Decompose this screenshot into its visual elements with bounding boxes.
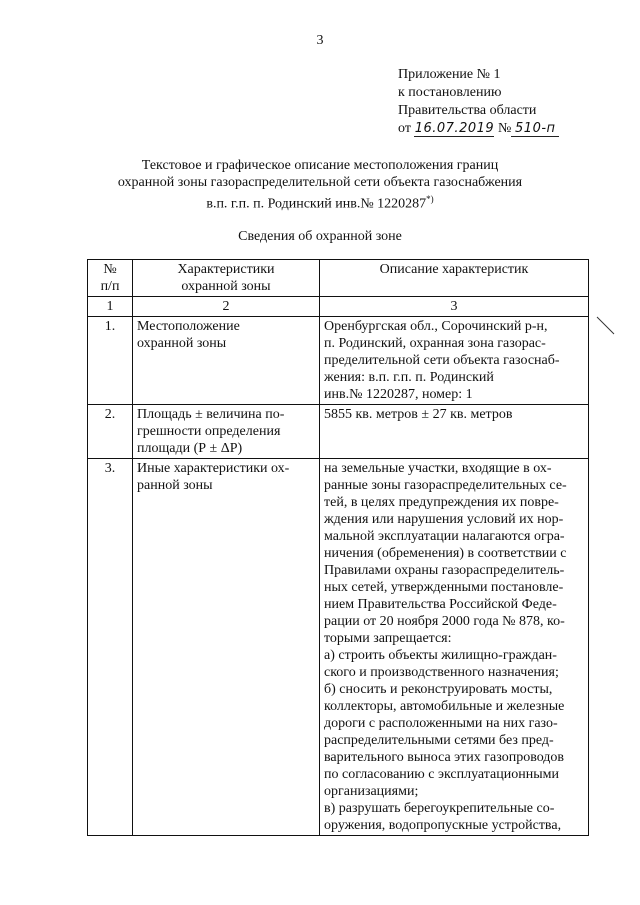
- title-line-3: в.п. г.п. п. Родинский инв.№ 1220287*): [206, 194, 434, 212]
- appendix-line-2: к постановлению: [398, 85, 502, 100]
- table-row: [88, 459, 589, 836]
- handwritten-date: 16.07.2019: [414, 121, 495, 136]
- numbering-cell: 1: [88, 297, 133, 317]
- numbering-cell: 3: [320, 297, 589, 317]
- appendix-date-line: [398, 120, 559, 138]
- row-description: 5855 кв. метров ± 27 кв. метров: [320, 405, 589, 459]
- row-name: Площадь ± величина по- грешности определения площади (Р ± ΔР): [133, 405, 320, 459]
- document-title: [0, 157, 640, 213]
- header-characteristics: Характеристики охранной зоны: [133, 260, 320, 297]
- table-row: [88, 405, 589, 459]
- title-line-2: охранной зоны газораспределительной сети объекта газоснабжения: [117, 175, 523, 190]
- title-line-1: Текстовое и графическое описание местоположения границ: [141, 158, 499, 173]
- numbering-cell: 2: [133, 297, 320, 317]
- footnote-mark: *): [426, 194, 434, 204]
- header-description: Описание характеристик: [320, 260, 589, 297]
- row-description: на земельные участки, входящие в ох- ранные зоны газораспределительных се- тей, в целях предупреждения их повре- ждения или нарушения условий их нор- мальной эксплуатации налагаются огра- ничения (обременения) в соответствии с Правилами охраны газораспределитель- ных сетей, утвержденными постановле- нием Правительства Российской Феде- рации от 20 ноября 2000 года № 878, ко- торыми запрещается: а) строить объекты жилищно-граждан- ского и производственного назначения; б) сносить и реконструировать мосты, коллекторы, автомобильные и железные дороги с расположенными на них газо- распределительными сетями без пред- варительного выноса этих газопроводов по согласованию с эксплуатационными организациями; в) разрушать берегоукрепительные со- оружения, водопропускные устройства,: [320, 459, 589, 836]
- row-name: Местоположение охранной зоны: [133, 317, 320, 405]
- appendix-line-3: Правительства области: [398, 103, 537, 118]
- handwritten-number: 510-п: [511, 122, 559, 137]
- date-prefix: от: [398, 121, 411, 136]
- section-subtitle: Сведения об охранной зоне: [238, 229, 402, 244]
- appendix-line-1: Приложение № 1: [398, 67, 501, 82]
- page-number: 3: [316, 33, 324, 48]
- row-number: 2.: [88, 405, 133, 459]
- pen-stroke-mark: [596, 316, 616, 336]
- protection-zone-table: [87, 259, 589, 836]
- header-number: № п/п: [88, 260, 133, 297]
- appendix-block: [398, 66, 559, 138]
- row-name: Иные характеристики ох- ранной зоны: [133, 459, 320, 836]
- table-numbering-row: [88, 297, 589, 317]
- row-number: 1.: [88, 317, 133, 405]
- row-description: Оренбургская обл., Сорочинский р-н, п. Родинский, охранная зона газорас- пределительной сети объекта газоснаб- жения: в.п. г.п. п. Родинский инв.№ 1220287, номер: 1: [320, 317, 589, 405]
- number-prefix: №: [497, 121, 512, 136]
- table-row: [88, 317, 589, 405]
- row-number: 3.: [88, 459, 133, 836]
- table-header-row: [88, 260, 589, 297]
